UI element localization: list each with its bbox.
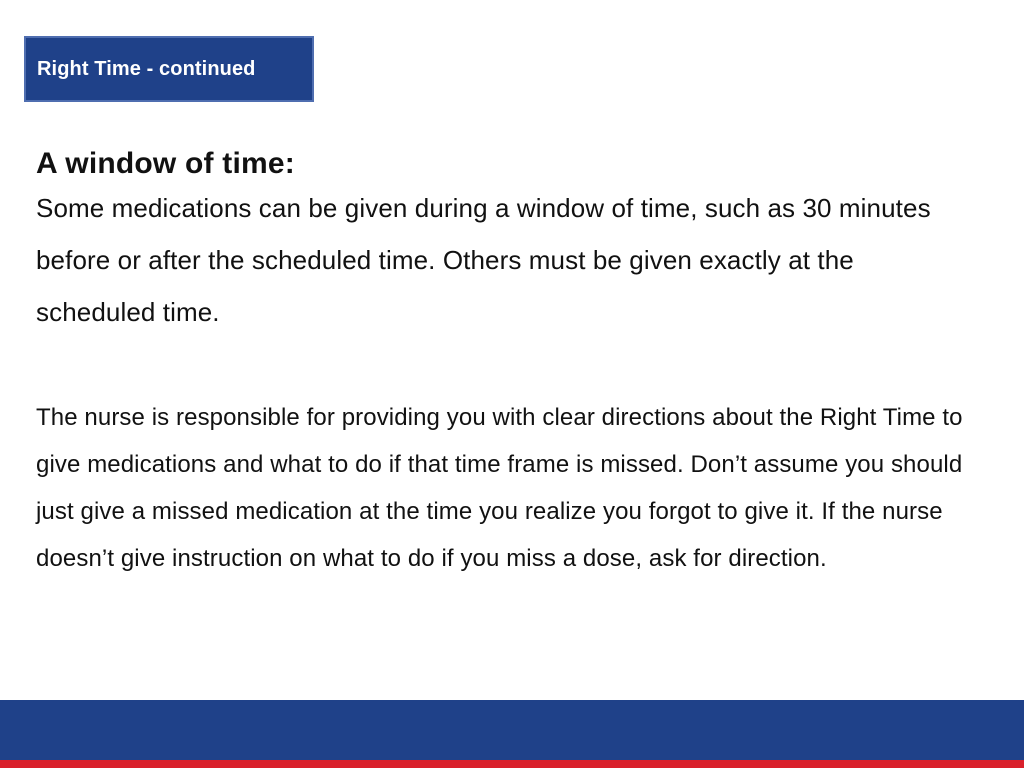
slide-body [36, 140, 976, 582]
body-paragraph-window: Some medications can be given during a window of time, such as 30 minutes before or after the scheduled time. Others must be given exactly at the scheduled time. [36, 193, 931, 327]
footer-band [0, 700, 1024, 760]
body-paragraph-nurse-directions: The nurse is responsible for providing you with clear directions about the Right Time to give medications and what to do if that time frame is missed. Don’t assume you should just give a missed medication at the time you realize you forgot to give it. If the nurse doesn’t give instruction on what to do if you miss a dose, ask for direction. [36, 404, 963, 572]
section-heading: A window of time: [36, 147, 295, 180]
slide-title: Right Time - continued [37, 57, 256, 80]
slide-title-banner [24, 36, 314, 102]
footer-accent-stripe [0, 760, 1024, 768]
